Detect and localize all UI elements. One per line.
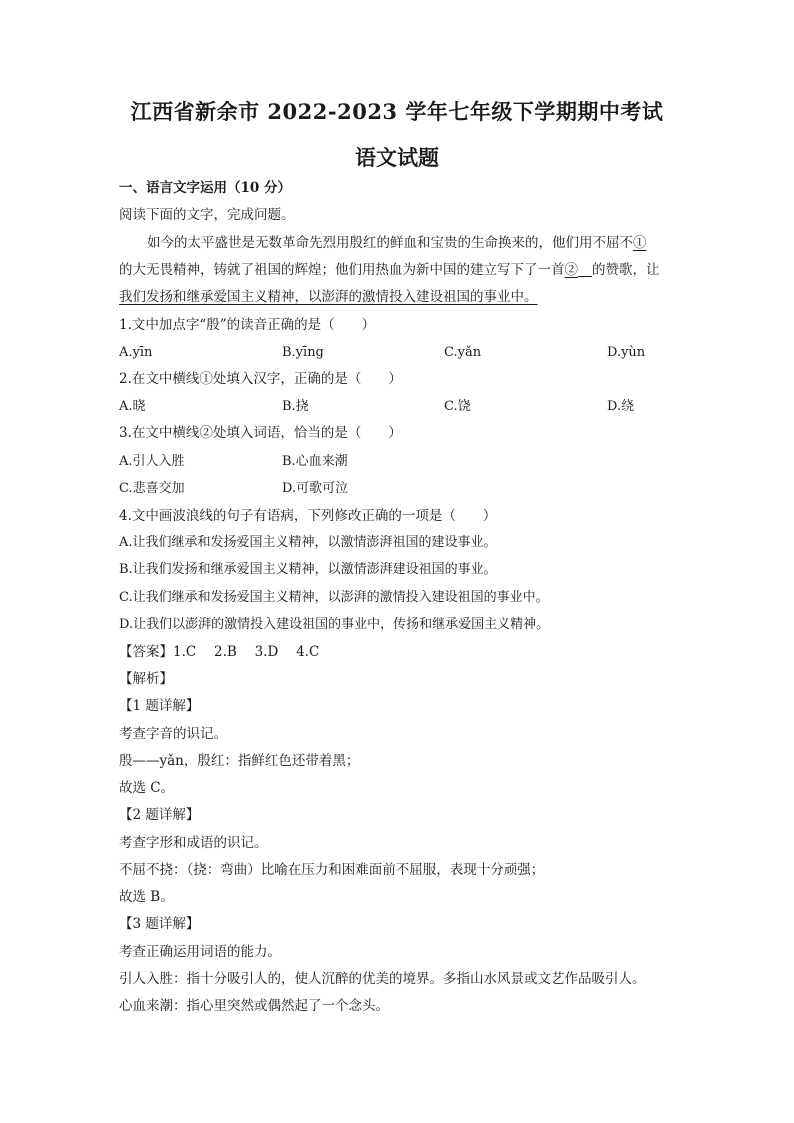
question-3-option-c: C.悲喜交加 (119, 481, 185, 496)
answer-key: 【答案】1.C 2.B 3.D 4.C (119, 644, 320, 660)
detail-2-heading: 【2 题详解】 (119, 807, 200, 823)
passage-text: 的大无畏精神，铸就了祖国的辉煌；他们用热血为新中国的建立写下了一首 (119, 262, 565, 278)
detail-1-heading: 【1 题详解】 (119, 698, 200, 714)
question-1-option-a: A.yīn (119, 345, 153, 360)
question-1-option-b: B.yīng (282, 345, 324, 360)
passage-line-1 (147, 234, 647, 252)
document-title: 江西省新余市 2022-2023 学年七年级下学期期中考试 (130, 99, 664, 124)
detail-2-line: 考查字形和成语的识记。 (119, 835, 268, 851)
question-3-stem: 3.在文中横线②处填入词语，恰当的是（ ） (119, 425, 402, 441)
question-3-option-a: A.引人入胜 (119, 454, 185, 469)
question-2-stem: 2.在文中横线①处填入汉字，正确的是（ ） (119, 371, 402, 387)
question-4-option-c: C.让我们继承和发扬爱国主义精神，以澎湃的激情投入建设祖国的事业中。 (119, 590, 549, 605)
question-3-option-d: D.可歌可泣 (282, 481, 349, 496)
detail-3-heading: 【3 题详解】 (119, 916, 200, 932)
question-2-option-c: C.饶 (444, 399, 471, 414)
wavy-underlined-sentence: 我们发扬和继承爱国主义精神，以澎湃的激情投入建设祖国的事业中。 (119, 289, 538, 305)
question-4-option-b: B.让我们发扬和继承爱国主义精神，以激情澎湃建设祖国的事业。 (119, 562, 497, 577)
question-4-option-a: A.让我们继承和发扬爱国主义精神，以激情澎湃祖国的建设事业。 (119, 535, 497, 550)
question-1-option-c: C.yǎn (444, 345, 482, 360)
passage-line-2 (119, 261, 660, 279)
analysis-heading: 【解析】 (119, 671, 173, 687)
section-instruction: 阅读下面的文字，完成问题。 (119, 207, 295, 223)
question-1-stem: 1.文中加点字“殷”的读音正确的是（ ） (119, 317, 376, 333)
detail-1-line: 故选 C。 (119, 780, 175, 796)
question-3-option-b: B.心血来潮 (282, 454, 348, 469)
detail-2-line: 不屈不挠：（挠：弯曲）比喻在压力和困难面前不屈服，表现十分顽强； (119, 862, 545, 878)
section-heading: 一、语言文字运用（10 分） (119, 180, 291, 196)
blank-2-marker: ② (564, 262, 578, 278)
blank-1-marker: ① (633, 235, 647, 251)
detail-3-line: 引人入胜：指十分吸引人的，使人沉醉的优美的境界。多指山水风景或文艺作品吸引人。 (119, 971, 646, 987)
document-subtitle: 语文试题 (355, 145, 439, 170)
question-2-option-a: A.晓 (119, 399, 146, 414)
question-2-option-b: B.挠 (282, 399, 309, 414)
passage-text: 如今的太平盛世是无数革命先烈用殷红的鲜血和宝贵的生命换来的，他们用不屈不 (147, 235, 633, 251)
question-4-option-d: D.让我们以澎湃的激情投入建设祖国的事业中，传扬和继承爱国主义精神。 (119, 617, 550, 632)
question-1-option-d: D.yùn (607, 345, 646, 360)
detail-3-line: 考查正确运用词语的能力。 (119, 944, 281, 960)
detail-3-line: 心血来潮：指心里突然或偶然起了一个念头。 (119, 998, 389, 1014)
blank-line (578, 262, 592, 277)
passage-text: 的赞歌，让 (592, 262, 660, 278)
question-2-option-d: D.绕 (607, 399, 635, 414)
detail-1-line: 考查字音的识记。 (119, 726, 227, 742)
question-4-stem: 4.文中画波浪线的句子有语病，下列修改正确的一项是（ ） (119, 508, 497, 524)
detail-2-line: 故选 B。 (119, 889, 174, 905)
detail-1-line: 殷——yǎn，殷红：指鲜红色还带着黑； (119, 753, 360, 769)
passage-line-3 (119, 288, 538, 306)
